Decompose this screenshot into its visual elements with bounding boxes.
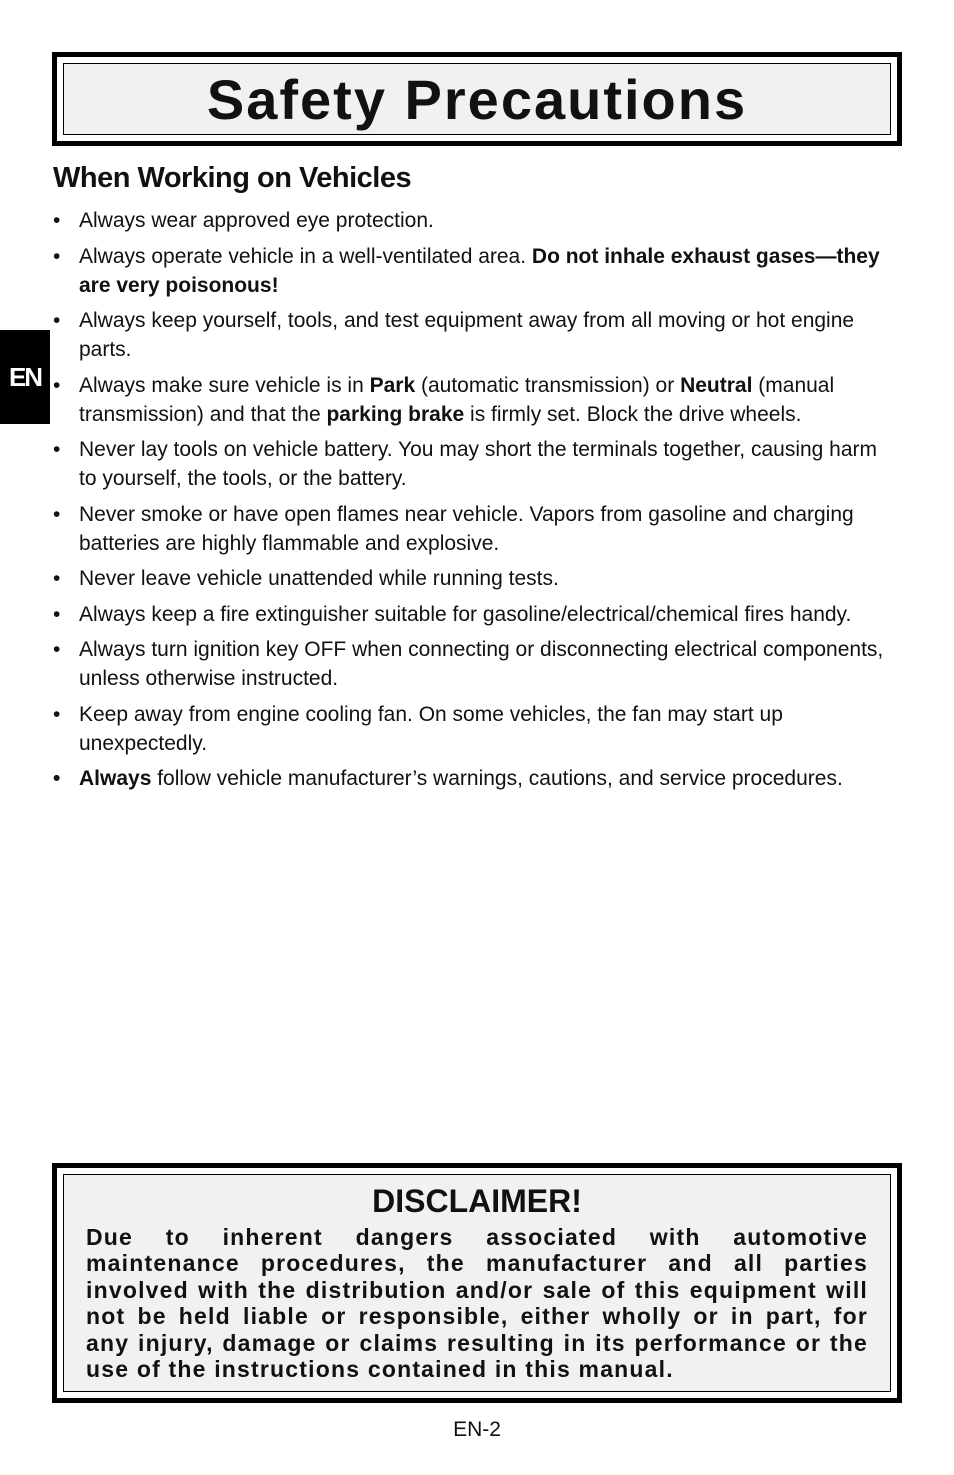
item-text: Always operate vehicle in a well-ventilated area. [79, 244, 532, 268]
list-item [53, 700, 893, 758]
item-emphasis: Always [79, 767, 152, 790]
item-emphasis: Park [369, 373, 416, 397]
disclaimer-box [52, 1163, 902, 1403]
list-item [53, 306, 893, 364]
list-item [53, 764, 893, 793]
item-text: follow vehicle manufacturer’s warnings, cautions, and service procedures. [151, 767, 843, 790]
title-box [52, 52, 902, 146]
item-text: Always turn ignition key OFF when connecting or disconnecting electrical components, unless otherwise instructed. [79, 638, 884, 690]
disclaimer-text: Due to inherent dangers associated with automotive maintenance procedures, the manufacturer and all parties involved with the distribution and/or sale of this equipment will not be held liable or responsible, either wholly or in part, for any injury, damage or claims resulting in its performance or the use of the instructions contained in this manual. [86, 1224, 868, 1383]
item-text: Never lay tools on vehicle battery. You may short the terminals together, causing harm to yourself, the tools, or the battery. [79, 438, 878, 490]
item-text: Keep away from engine cooling fan. On some vehicles, the fan may start up unexpectedly. [79, 702, 783, 755]
item-text: is firmly set. Block the drive wheels. [464, 402, 802, 426]
section-heading: When Working on Vehicles [53, 162, 412, 194]
list-item [53, 435, 893, 493]
item-emphasis: parking brake [326, 402, 465, 426]
list-item [53, 600, 893, 629]
page-number: EN-2 [453, 1418, 501, 1441]
item-text: Always wear approved eye protection. [79, 209, 434, 232]
item-text: (manual transmission) and that the [79, 373, 835, 426]
item-warning: Do not inhale exhaust gases—they are very poisonous! [79, 244, 880, 297]
item-text: Always keep yourself, tools, and test equipment away from all moving or hot engine parts. [79, 309, 855, 361]
item-text: Never smoke or have open flames near vehicle. Vapors from gasoline and charging batteries are highly flammable and explosive. [79, 502, 854, 555]
item-text: Always make sure vehicle is in [79, 373, 370, 397]
list-item [53, 206, 893, 235]
item-text: Never leave vehicle unattended while running tests. [79, 567, 559, 590]
page-title: Safety Precautions [206, 67, 748, 131]
list-item [53, 635, 893, 693]
list-item [53, 242, 893, 300]
item-emphasis: Neutral [680, 373, 753, 397]
title-inner [63, 63, 891, 135]
list-item [53, 500, 893, 558]
item-text: (automatic transmission) or [415, 373, 681, 397]
disclaimer-inner [63, 1174, 891, 1392]
item-text: Always keep a fire extinguisher suitable for gasoline/electrical/chemical fires handy. [79, 602, 852, 626]
list-item [53, 564, 893, 593]
disclaimer-heading: DISCLAIMER! [372, 1183, 582, 1219]
list-item [53, 371, 893, 429]
precautions-list [53, 206, 893, 800]
language-tab: EN [0, 330, 50, 424]
